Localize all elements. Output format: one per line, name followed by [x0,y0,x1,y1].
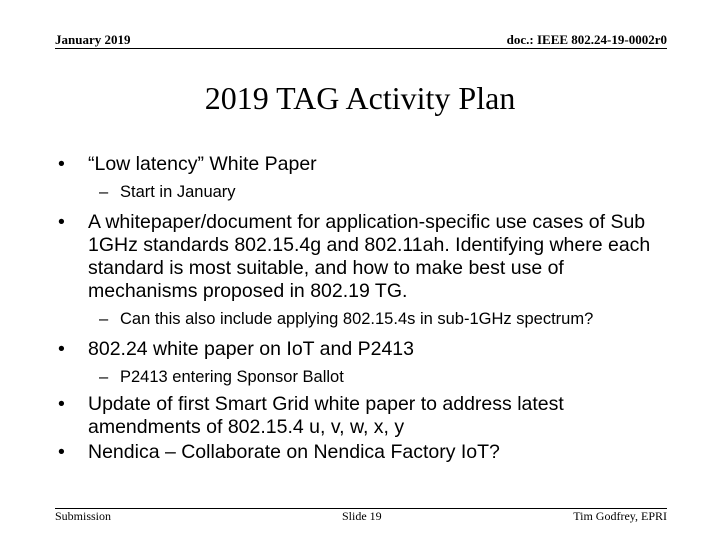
bullet-marker: • [58,393,65,415]
bullet-text: Nendica – Collaborate on Nendica Factory IoT? [88,441,500,463]
sub-bullet-item [99,368,678,386]
slide-title: 2019 TAG Activity Plan [204,80,516,116]
bullet-marker: • [58,211,65,233]
sub-bullet-text: Start in January [120,183,236,201]
header-date: January 2019 [55,32,131,47]
bullet-marker: • [58,153,65,175]
bullet-marker: • [58,441,65,463]
sub-bullet-marker: – [99,183,109,201]
sub-bullet-marker: – [99,368,109,386]
bullet-text: A whitepaper/document for application-specific use cases of Sub 1GHz standards 802.15.4g and 802.11ah. Identifying where each standard is most suitable, and how to make best use of mechanisms proposed in 802.19 TG. [88,211,651,302]
sub-bullet-marker: – [99,310,109,328]
footer-submission: Submission [55,509,112,523]
bullet-item [58,153,678,176]
bullet-marker: • [58,338,65,360]
header-divider [55,48,667,49]
footer-slide-number: Slide 19 [342,509,382,523]
sub-bullet-item [99,183,678,201]
sub-bullet-text: P2413 entering Sponsor Ballot [120,368,344,386]
bullet-item [58,211,678,303]
footer-author: Tim Godfrey, EPRI [573,509,667,523]
bullet-item [58,441,678,464]
sub-bullet-text: Can this also include applying 802.15.4s in sub-1GHz spectrum? [120,310,594,328]
bullet-item [58,338,678,361]
header-doc-id: doc.: IEEE 802.24-19-0002r0 [506,32,667,47]
bullet-text: “Low latency” White Paper [88,153,317,175]
bullet-text: 802.24 white paper on IoT and P2413 [88,338,414,360]
slide-body [58,153,678,464]
bullet-text: Update of first Smart Grid white paper to address latest amendments of 802.15.4 u, v, w, x, y [88,393,564,438]
bullet-item [58,393,678,439]
sub-bullet-item [99,310,678,328]
